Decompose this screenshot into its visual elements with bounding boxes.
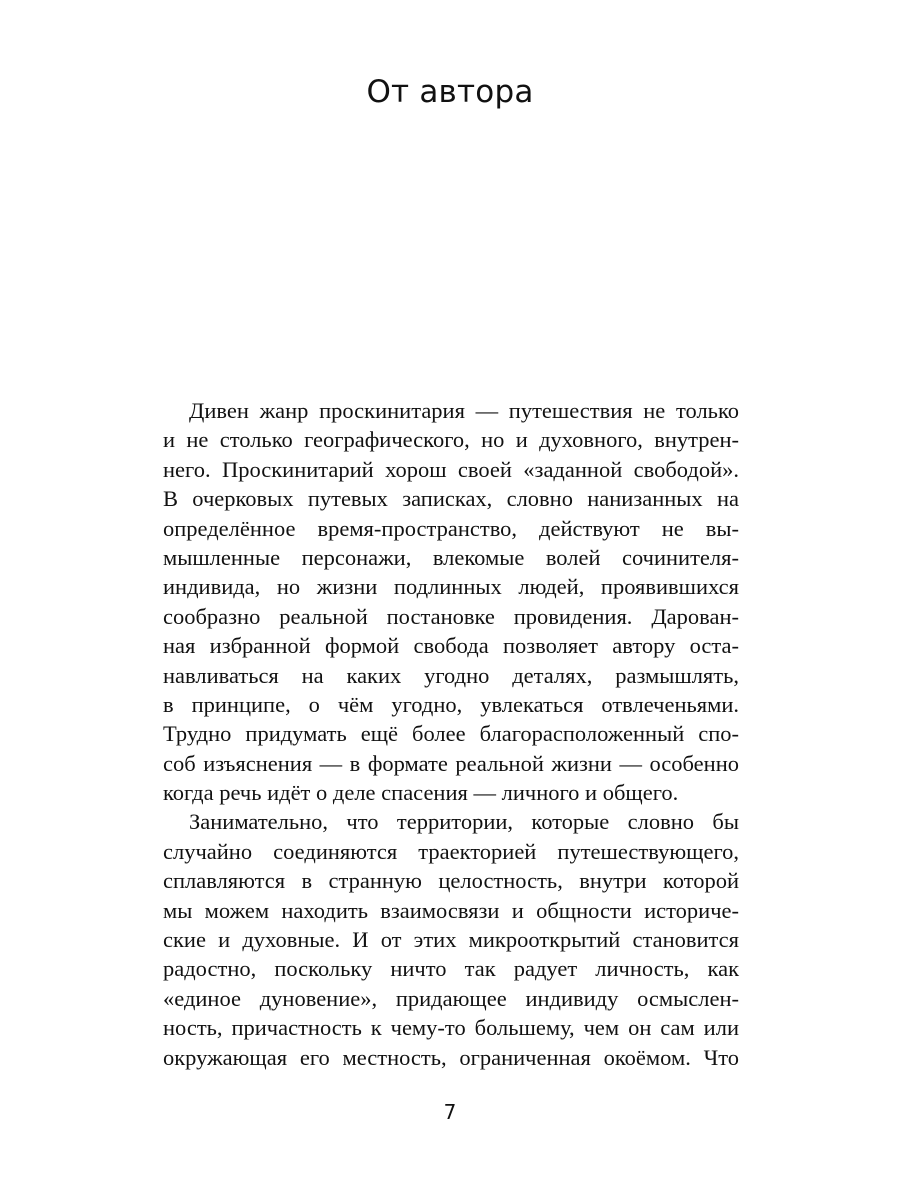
text-line: окружающая его местность, ограниченная окоёмом. Что [163, 1044, 739, 1070]
paragraph [163, 396, 739, 807]
text-line: В очерковых путевых записках, словно нанизанных на [163, 486, 739, 512]
text-line: Трудно придумать ещё более благорасположенный спо- [163, 721, 739, 747]
body-text [163, 396, 739, 1072]
text-line: Занимательно, что территории, которые словно бы [189, 809, 739, 835]
text-line: индивида, но жизни подлинных людей, проявившихся [163, 574, 739, 600]
text-line: ские и духовные. И от этих микрооткрытий становится [163, 927, 739, 953]
text-line: радостно, поскольку ничто так радует личность, как [163, 956, 739, 982]
text-line: Дивен жанр проскинитария — путешествия не только [189, 398, 739, 423]
page-number: 7 [443, 1100, 457, 1124]
text-line: когда речь идёт о деле спасения — личного и общего. [163, 780, 679, 806]
paragraph [163, 807, 739, 1072]
text-line: «единое дуновение», придающее индивиду осмыслен- [163, 985, 739, 1011]
text-line: ная избранной формой свобода позволяет автору оста- [163, 633, 739, 659]
text-line: него. Проскинитарий хорош своей «заданной свободой». [163, 456, 739, 482]
text-line: случайно соединяются траекторией путешествующего, [163, 838, 739, 864]
text-line: и не столько географического, но и духовного, внутрен- [163, 427, 739, 453]
text-line: навливаться на каких угодно деталях, размышлять, [163, 662, 739, 688]
text-line: мы можем находить взаимосвязи и общности историче- [163, 897, 739, 923]
text-line: мышленные персонажи, влекомые волей сочинителя- [163, 544, 739, 570]
text-line: ность, причастность к чему-то большему, чем он сам или [163, 1015, 739, 1041]
text-line: в принципе, о чём угодно, увлекаться отвлеченьями. [163, 691, 739, 717]
text-line: определённое время-пространство, действуют не вы- [163, 515, 739, 541]
text-line: сплавляются в странную целостность, внутри которой [163, 868, 739, 894]
text-line: соб изъяснения — в формате реальной жизни — особенно [163, 750, 739, 776]
text-line: сообразно реальной постановке провидения. Дарован- [163, 603, 739, 629]
chapter-title: От автора [366, 74, 534, 110]
